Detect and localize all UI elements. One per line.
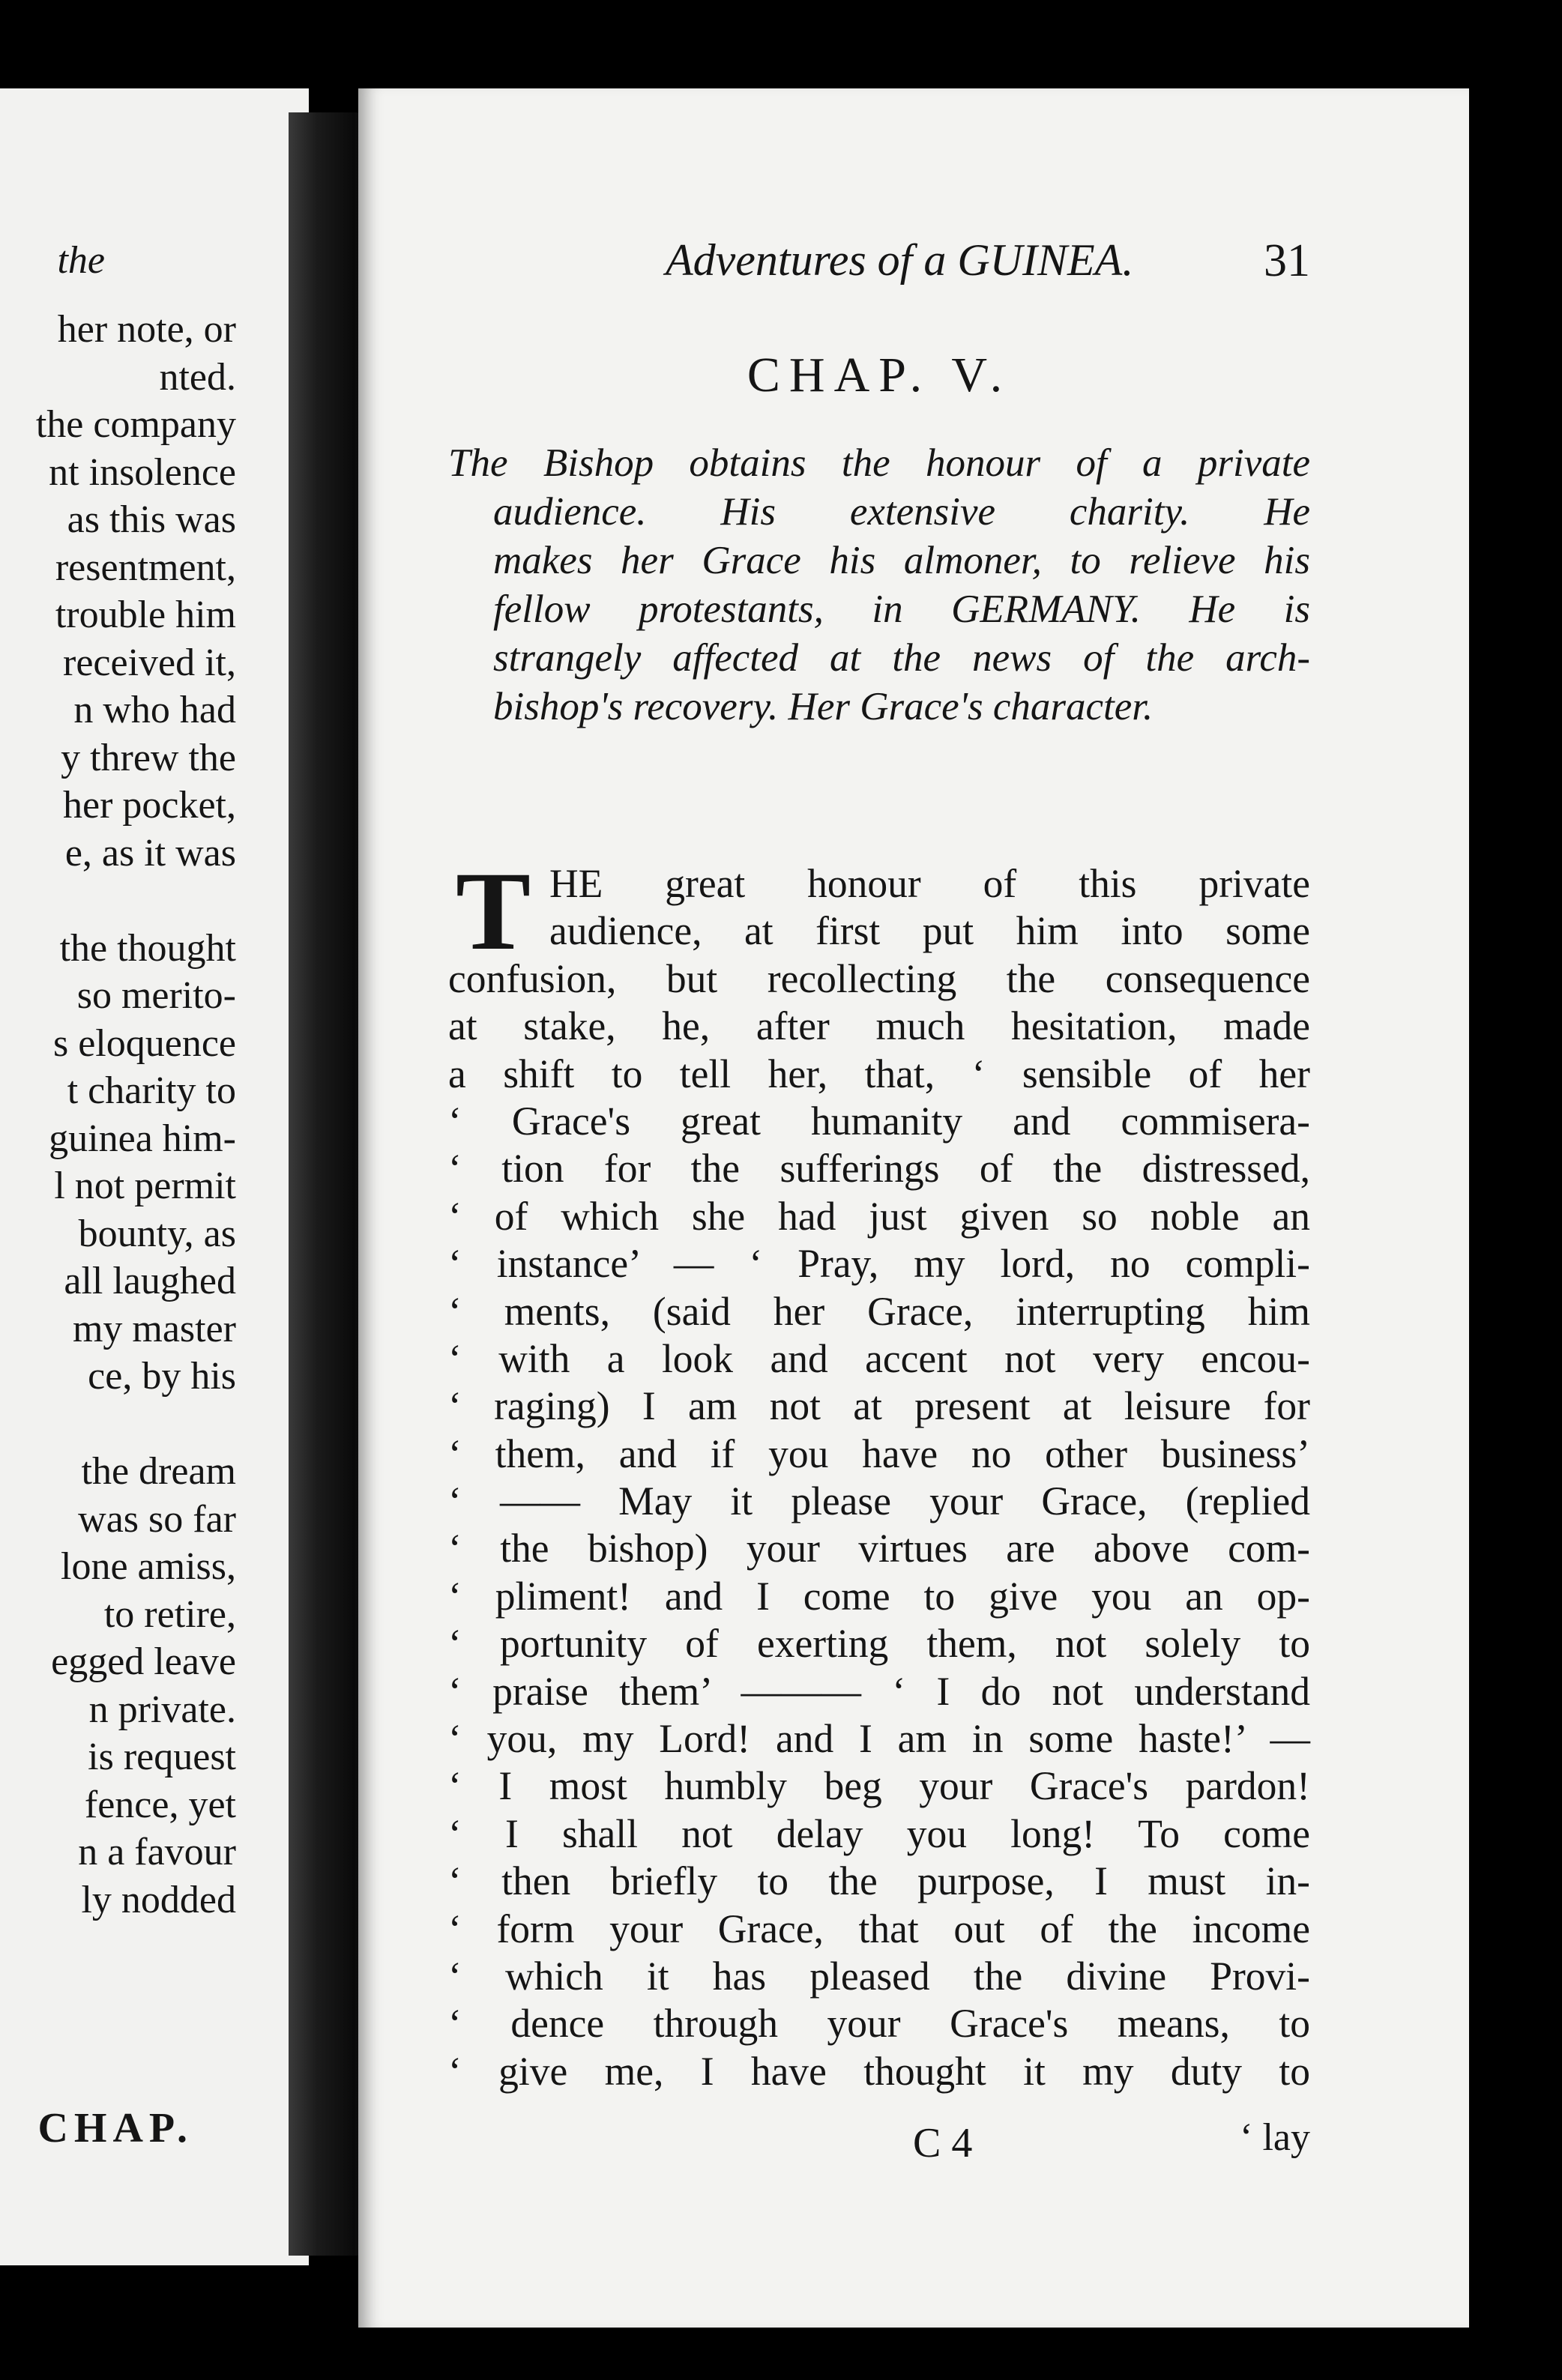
body-line: ‘ them, and if you have no other business’ [448, 1431, 1310, 1476]
body-line: ‘ portunity of exerting them, not solely to [448, 1621, 1310, 1667]
left-page [0, 88, 309, 2265]
left-text-line: l not permit [54, 1165, 236, 1207]
chapter-heading: CHAP. V. [747, 348, 1012, 402]
left-text-line: resentment, [55, 546, 236, 589]
body-line: ‘ —— May it please your Grace, (replied [448, 1479, 1310, 1524]
left-text-line: lone amiss, [61, 1545, 236, 1588]
body-line: ‘ pliment! and I come to give you an op- [448, 1573, 1310, 1619]
left-text-line: nt insolence [49, 450, 236, 494]
left-running-head-fragment: the [57, 239, 105, 282]
body-line: ‘ instance’ — ‘ Pray, my lord, no compli- [448, 1241, 1310, 1287]
left-text-line [0, 1401, 236, 1449]
left-text-line: the dream [81, 1450, 236, 1493]
left-text-line: s eloquence [52, 1021, 236, 1065]
body-line: ‘ of which she had just given so noble an [448, 1193, 1310, 1239]
chapter-argument [448, 439, 1310, 731]
left-text-line: so merito- [76, 974, 236, 1017]
catchword: ‘ lay [1240, 2116, 1310, 2159]
left-text-line: was so far [78, 1497, 236, 1541]
body-line: ‘ then briefly to the purpose, I must in- [448, 1858, 1310, 1904]
left-text-line: her pocket, [62, 784, 236, 827]
left-text-line: trouble him [55, 594, 236, 636]
left-text-line: nted. [159, 355, 236, 399]
argument-line: audience. His extensive charity. He [493, 490, 1310, 534]
left-page-text [0, 306, 236, 1924]
left-text-line: n private. [88, 1688, 236, 1731]
argument-line: strangely affected at the news of the arch- [493, 636, 1310, 680]
page-number: 31 [1264, 235, 1310, 286]
left-text-line: guinea him- [49, 1117, 236, 1160]
body-line: ‘ tion for the sufferings of the distressed, [448, 1146, 1310, 1191]
drop-cap: T [456, 849, 531, 973]
left-text-line: bounty, as [78, 1212, 236, 1255]
left-text-line: ce, by his [88, 1355, 236, 1398]
body-line: ‘ with a look and accent not very encou- [448, 1335, 1310, 1381]
left-text-line: egged leave [51, 1640, 236, 1683]
left-text-line: fence, yet [84, 1783, 236, 1826]
body-line: ‘ form your Grace, that out of the income [448, 1906, 1310, 1951]
body-line: ‘ I most humbly beg your Grace's pardon! [448, 1763, 1310, 1809]
left-text-line: n who had [73, 689, 236, 731]
running-head [666, 235, 1310, 295]
left-text-line: my master [72, 1307, 236, 1350]
signature-mark: C 4 [913, 2120, 973, 2166]
body-line: a shift to tell her, that, ‘ sensible of her [448, 1051, 1310, 1096]
left-text-line: t charity to [67, 1069, 236, 1112]
body-line: confusion, but recollecting the consequence [448, 955, 1310, 1001]
right-page [358, 88, 1469, 2328]
body-line: ‘ ments, (said her Grace, interrupting him [448, 1288, 1310, 1334]
argument-line: The Bishop obtains the honour of a private [448, 441, 1310, 485]
argument-line: fellow protestants, in GERMANY. He is [493, 588, 1310, 631]
left-text-line: received it, [63, 641, 236, 684]
body-line: ‘ which it has pleased the divine Provi- [448, 1953, 1310, 1999]
body-line: at stake, he, after much hesitation, made [448, 1003, 1310, 1049]
body-line: ‘ raging) I am not at present at leisure for [448, 1383, 1310, 1429]
left-text-line: ly nodded [81, 1878, 236, 1921]
left-text-line: the thought [59, 926, 236, 970]
body-line: ‘ I shall not delay you long! To come [448, 1810, 1310, 1856]
left-text-line: e, as it was [64, 831, 236, 875]
left-text-line: y threw the [61, 736, 236, 779]
body-text [448, 849, 1310, 2095]
running-head-title: Adventures of a GUINEA. [666, 235, 1134, 285]
left-text-line: her note, or [57, 308, 236, 351]
left-text-line: the company [35, 403, 236, 446]
body-line: ‘ you, my Lord! and I am in some haste!’ — [448, 1716, 1310, 1762]
body-line: ‘ praise them’ ——— ‘ I do not understand [448, 1668, 1310, 1714]
left-text-line: n a favour [78, 1831, 236, 1873]
body-line: HE great honour of this private [549, 861, 1310, 906]
left-catchword: CHAP. [37, 2105, 193, 2151]
body-line: ‘ dence through your Grace's means, to [448, 2001, 1310, 2047]
left-text-line [0, 877, 236, 925]
body-line: ‘ Grace's great humanity and commisera- [448, 1098, 1310, 1144]
body-line: ‘ give me, I have thought it my duty to [448, 2048, 1310, 2094]
left-text-line: as this was [67, 498, 236, 541]
left-text-line: to retire, [103, 1592, 236, 1636]
argument-line: bishop's recovery. Her Grace's character. [493, 685, 1154, 728]
argument-line: makes her Grace his almoner, to relieve his [493, 539, 1310, 582]
body-line: audience, at first put him into some [549, 908, 1310, 954]
left-text-line: is request [88, 1736, 236, 1778]
left-text-line: all laughed [64, 1260, 236, 1302]
body-line: ‘ the bishop) your virtues are above com- [448, 1526, 1310, 1571]
